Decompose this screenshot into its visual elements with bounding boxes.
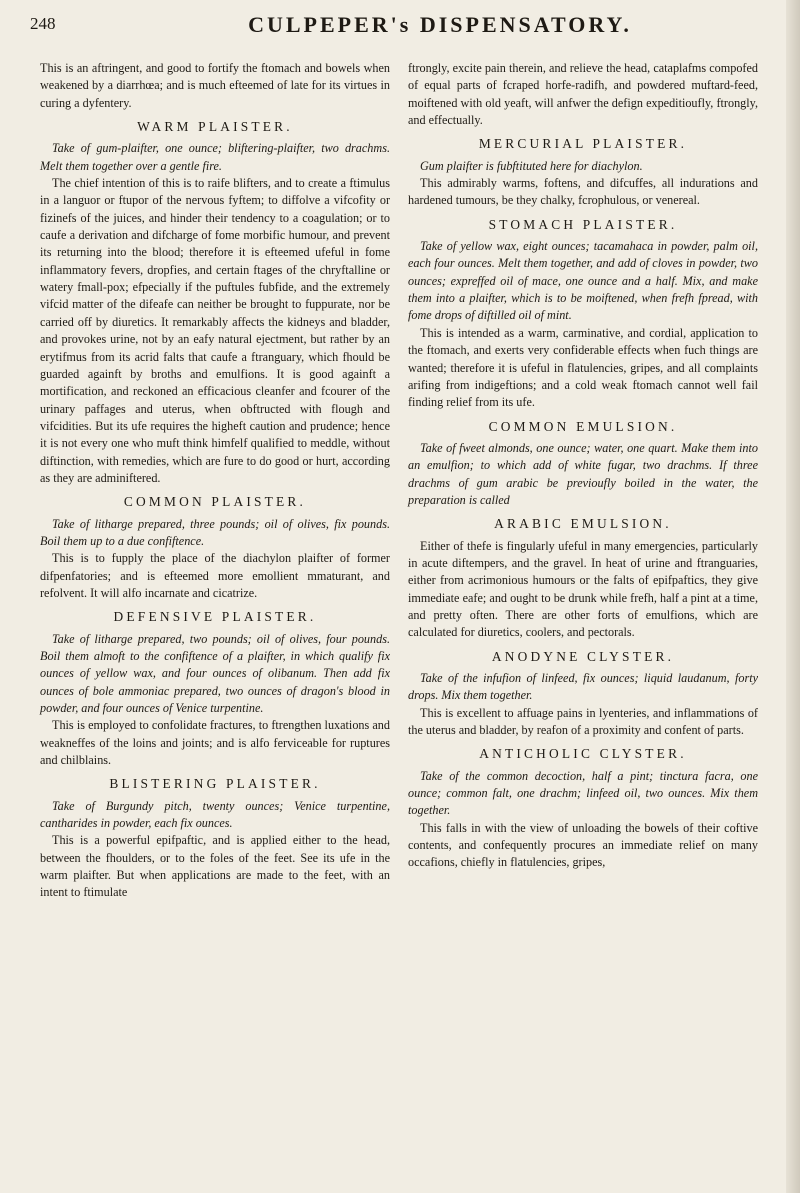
section-heading: STOMACH PLAISTER. [488,216,678,232]
body-paragraph: This falls in with the view of unloading the bowels of their coftive contents, and confequently procures an immediate relief on many occafions, chiefly in flatulencies, gripes, [408,820,758,870]
body-paragraph: This is to fupply the place of the diachylon plaifter of former difpenfatories; and is efteemed more emollient mmaturant, and refolvent. It will alfo incarnate and cicatrize. [40,551,390,600]
right-column [408,60,758,872]
body-paragraph: Either of thefe is fingularly ufeful in many emergencies, particularly in acute diftempers, and the gravel. In heat of urine and ftranguaries, either from acrimonious humours or the falts of epifpaftics, they give immediate eafe; and ought to be drunk while frefh, half a pint at a time, and pretty often. There are other forts of emulfions, which are calculated for diuretics, coolers, and pectorals. [408,538,758,640]
section-heading: DEFENSIVE PLAISTER. [113,609,317,625]
recipe-paragraph: Take of the common decoction, half a pint; tinctura facra, one ounce; common falt, one drachm; linfeed oil, two ounces. Mix them together. [408,768,758,818]
recipe-paragraph: Take of litharge prepared, three pounds; oil of olives, fix pounds. Boil them up to a due confiftence. [40,516,390,548]
body-paragraph: ftrongly, excite pain therein, and relieve the head, cataplafms compofed of equal parts of fcraped horfe-radifh, and powdered muftard-feed, moiftened with old yeaft, will anfwer the defign expeditioufly, ftrongly, and effectually. [408,61,758,128]
section-heading: BLISTERING PLAISTER. [109,776,321,792]
body-paragraph: This admirably warms, foftens, and difcuffes, all indurations and hardened tumours, be they chalky, fcrophulous, or venereal. [408,176,758,208]
section-heading: WARM PLAISTER. [137,119,293,135]
body-paragraph: The chief intention of this is to raife blifters, and to create a ftimulus in a languor or ftupor of the nervous fyftem; to diffolve a vifcofity or fizinefs of the juices, and hinder their tendency to a coagulation; or to caufe a derivation and difcharge of fome morbific humour, and prevent its returning into the blood; therefore it is efteemed ufeful in fome inflammatory fevers, dropfies, and certain ftages of the chryftalline or watery fmall-pox; efpecially if the puftules fubfide, and the extremely vifcid matter of the difeafe can neither be brought to fuppurate, nor be carried off by diuretics. It remarkably affects the kidneys and bladder, and provokes urine, not by an eafy natural ejectment, but rather by an erytifmus from its acrid falts that caufe a ftranguary, which fhould be guarded againft by broths and emulfions. It is good againft a mortification, and reckoned an efficacious cleanfer and fcourer of the urinary paffages and uterus, when obftructed with flough and vifcidities. But its ufe requires the higheft caution and prudence; hence it is not every one who muft think himfelf qualified to meddle, without diftinction, with remedies, which are fure to do good or hurt, according as they are adminiftered. [40,176,390,485]
page-edge [786,0,800,1193]
section-heading: COMMON PLAISTER. [123,494,307,510]
section-heading: MERCURIAL PLAISTER. [478,136,688,152]
recipe-paragraph: Take of Burgundy pitch, twenty ounces; Venice turpentine, cantharides in powder, each fix ounces. [40,798,390,831]
section-heading: ANODYNE CLYSTER. [491,648,675,664]
recipe-paragraph: Take of gum-plaifter, one ounce; bliftering-plaifter, two drachms. Melt them together over a gentle fire. [40,141,390,173]
section-heading: ARABIC EMULSION. [494,516,672,532]
left-column [40,60,390,902]
running-title: CULPEPER's DISPENSATORY. [248,12,632,37]
body-paragraph: This is excellent to affuage pains in lyenteries, and inflammations of the uterus and bladder, by reafon of a proximity and confent of parts. [408,705,758,738]
body-paragraph: This is employed to confolidate fractures, to ftrengthen luxations and weakneffes of the loins and joints; and is alfo ferviceable for ruptures and chilblains. [40,718,390,768]
recipe-paragraph: Take of fweet almonds, one ounce; water, one quart. Make them into an emulfion; to which add of white fugar, two drachms. If three drachms of gum arabic be previoufly boiled in the water, the preparation is called [408,440,758,507]
recipe-paragraph: Take of the infufion of linfeed, fix ounces; liquid laudanum, forty drops. Mix them together. [408,671,758,703]
recipe-paragraph: Take of litharge prepared, two pounds; oil of olives, four pounds. Boil them almoft to the confiftence of a plaifter, in which qualify fix ounces of yellow wax, and four ounces of olibanum. Then add fix ounces of bole ammoniac prepared, two ounces of dragon's blood in powder, and four ounces of Venice turpentine. [40,631,390,716]
section-heading: COMMON EMULSION. [488,418,678,434]
body-paragraph: This is an aftringent, and good to fortify the ftomach and bowels when weakened by a diarrhœa; and is much efteemed of late for its virtues in curing a dyfentery. [40,61,390,110]
recipe-paragraph: Gum plaifter is fubftituted here for diachylon. [420,158,643,173]
section-heading: ANTICHOLIC CLYSTER. [479,746,687,762]
body-paragraph: This is intended as a warm, carminative, and cordial, application to the ftomach, and exerts very confiderable effects when fuch things are wanted; therefore it is ufeful in flatulencies, gripes, and all complaints arifing from indigeftions; and a cold weak ftomach cannot well fail finding relief from its ufe. [408,325,758,410]
running-head [30,14,770,44]
recipe-paragraph: Take of yellow wax, eight ounces; tacamahaca in powder, palm oil, each four ounces. Melt them together, and add of cloves in powder, two ounces; expreffed oil of mace, one ounce and a half. Mix, and make them into a plaifter, which is to be moiftened, when frefh fpread, with fome drops of diftilled oil of mint. [408,239,758,323]
page-number: 248 [30,14,56,33]
body-paragraph: This is a powerful epifpaftic, and is applied either to the head, between the fhoulders, or to the foles of the feet. See its ufe in the warm plaifter. But when applications are made to the feet, with an intent to ftimulate [40,833,390,900]
